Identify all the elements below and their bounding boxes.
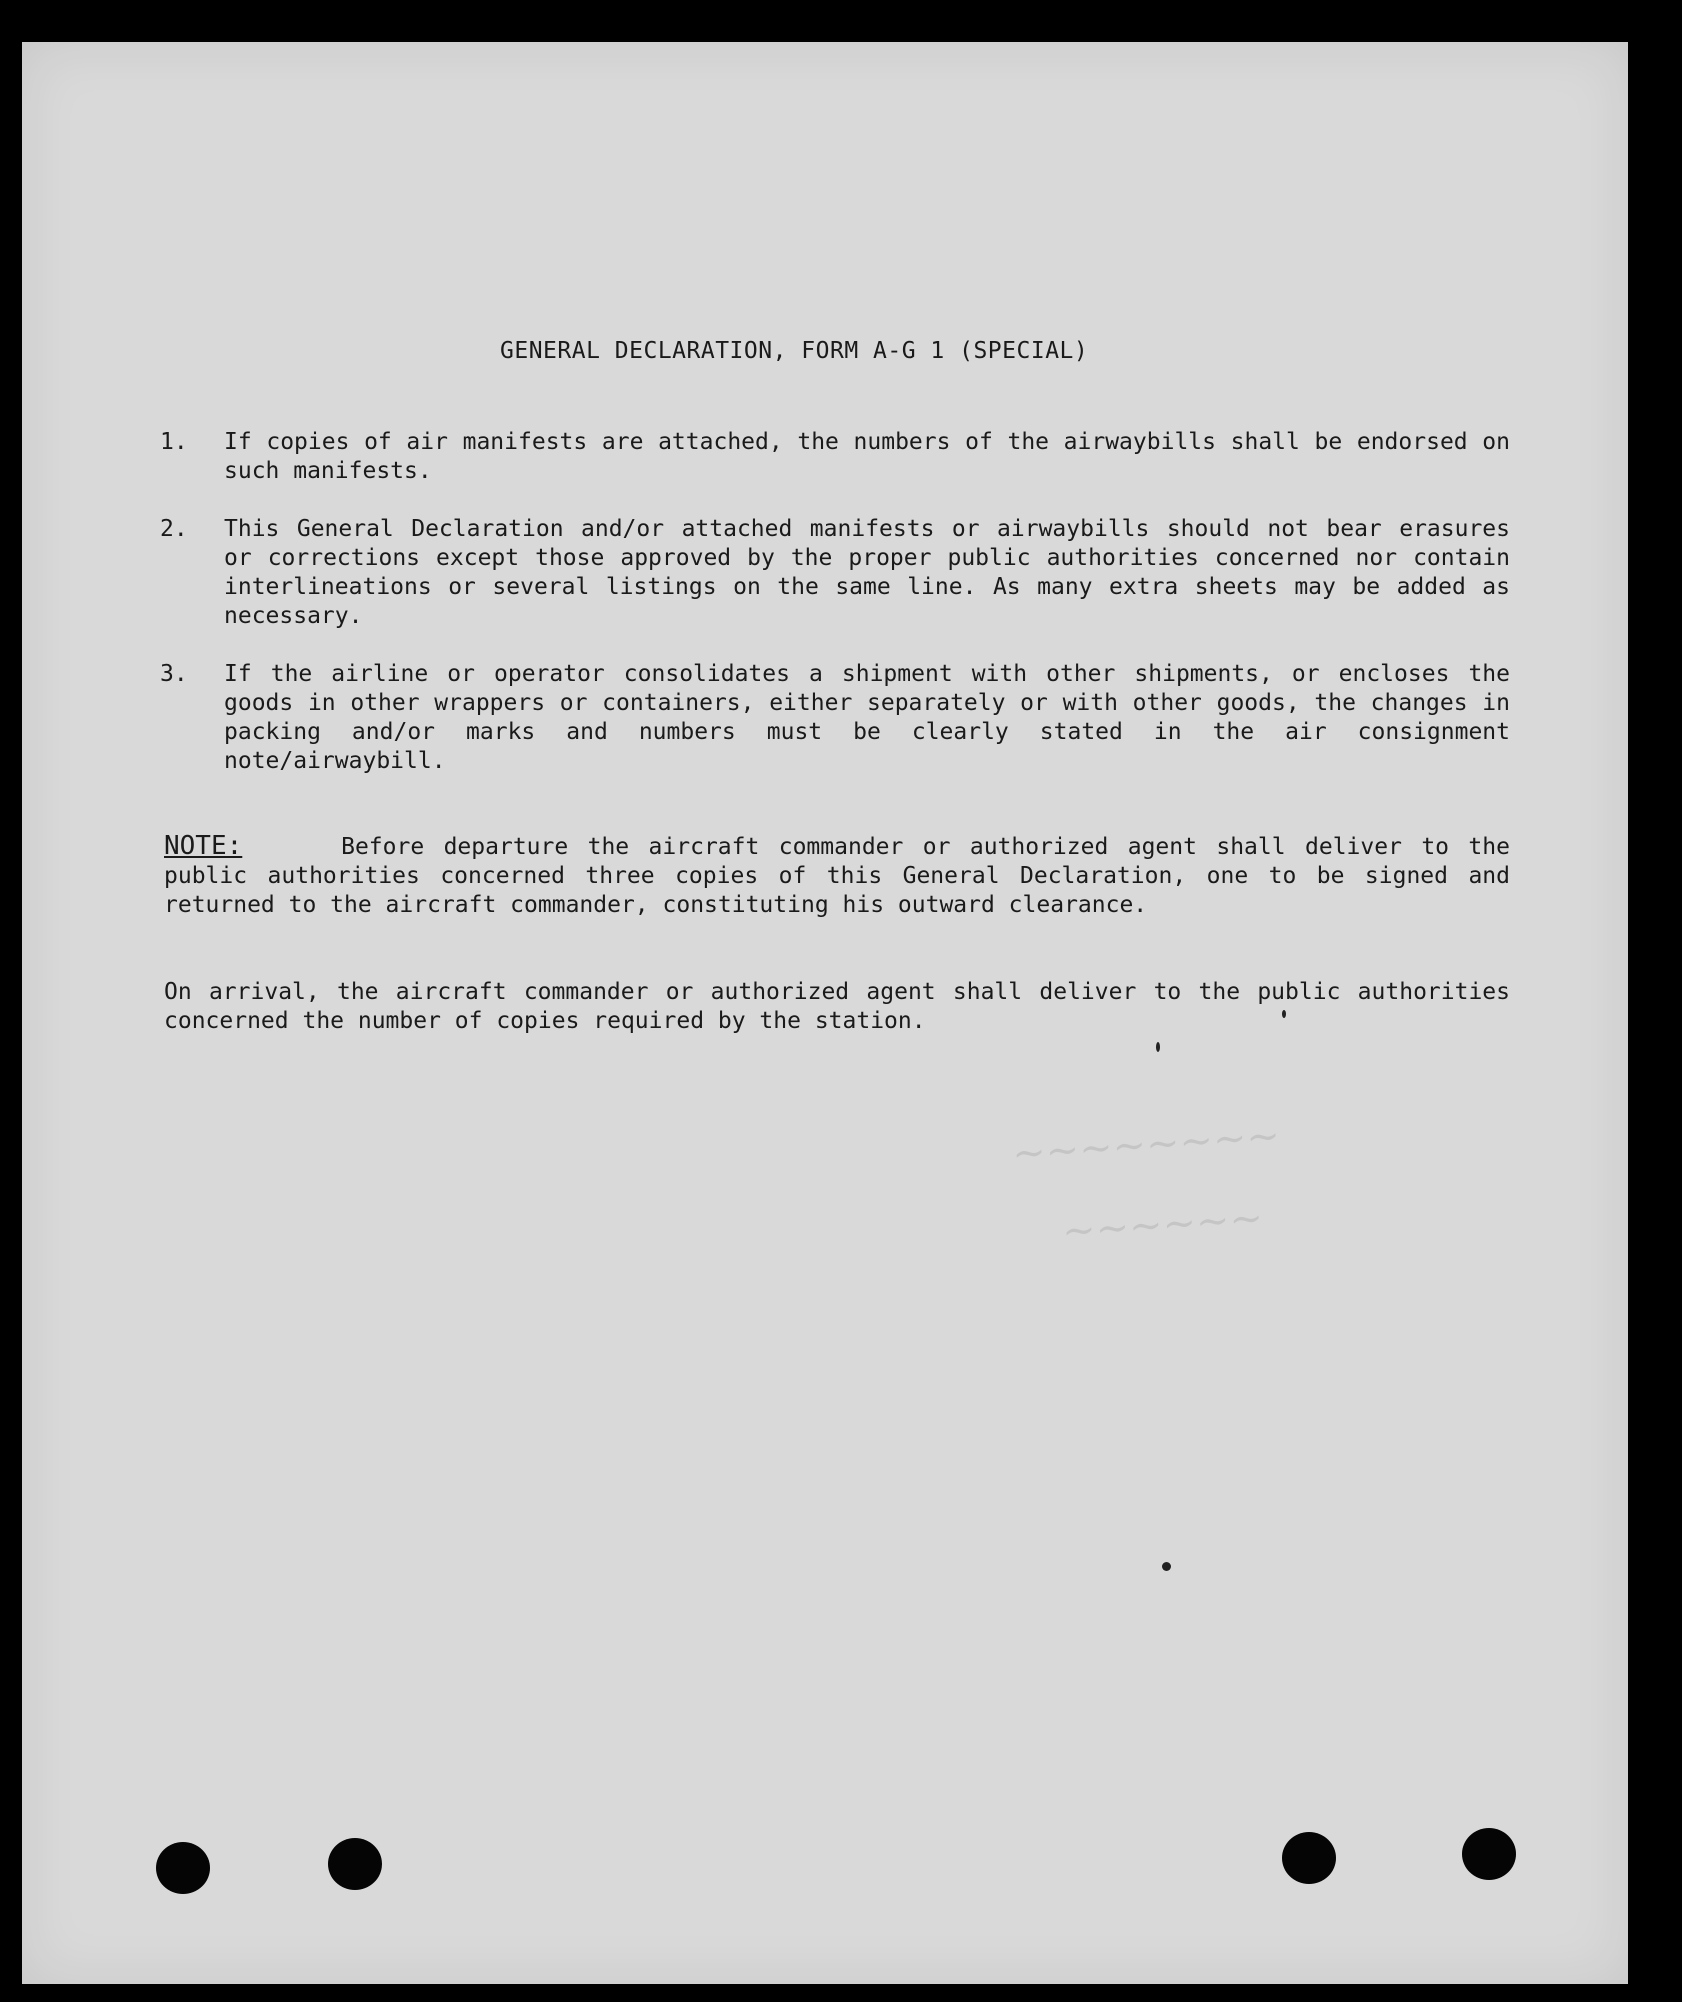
reverse-side-bleed-through: ~~~~~~ (1060, 1195, 1265, 1255)
document-page (22, 42, 1628, 1984)
reverse-side-bleed-through: ~~~~~~~~ (1010, 1112, 1282, 1178)
scan-speck (1156, 1042, 1160, 1052)
punch-hole (328, 1838, 382, 1890)
list-item (160, 515, 1510, 631)
note-paragraph (164, 832, 1510, 920)
note-text: Before departure the aircraft commander or authorized agent shall deliver to the public authorities concerned three copies of this General Declaration, one to be signed and returned to the aircraft commander, constituting his outward clearance. (164, 834, 1510, 918)
list-item-text: If copies of air manifests are attached, the numbers of the airwaybills shall be endorsed on such manifests. (224, 429, 1510, 484)
punch-hole (1462, 1828, 1516, 1880)
list-item-number: 2. (160, 516, 188, 542)
arrival-paragraph: On arrival, the aircraft commander or authorized agent shall deliver to the public authorities concerned the number of copies required by the station. (164, 979, 1510, 1034)
list-item (160, 660, 1510, 776)
punch-hole (156, 1842, 210, 1894)
punch-hole (1282, 1832, 1336, 1884)
scan-speck (1282, 1010, 1286, 1018)
list-item-number: 1. (160, 429, 188, 455)
document-title: GENERAL DECLARATION, FORM A-G 1 (SPECIAL) (500, 338, 1089, 364)
list-item-text: If the airline or operator consolidates a shipment with other shipments, or encloses the goods in other wrappers or containers, either separately or with other goods, the changes in packing and/or marks and numbers must be clearly stated in the air consignment note/airwaybill. (224, 661, 1510, 774)
scan-speck (1162, 1562, 1171, 1571)
note-label: NOTE: (164, 831, 243, 861)
list-item (160, 428, 1510, 486)
list-item-number: 3. (160, 661, 188, 687)
list-item-text: This General Declaration and/or attached manifests or airwaybills should not bear erasures or corrections except those approved by the proper public authorities concerned nor contain interlineations or several listings on the same line. As many extra sheets may be added as necessary. (224, 516, 1510, 629)
